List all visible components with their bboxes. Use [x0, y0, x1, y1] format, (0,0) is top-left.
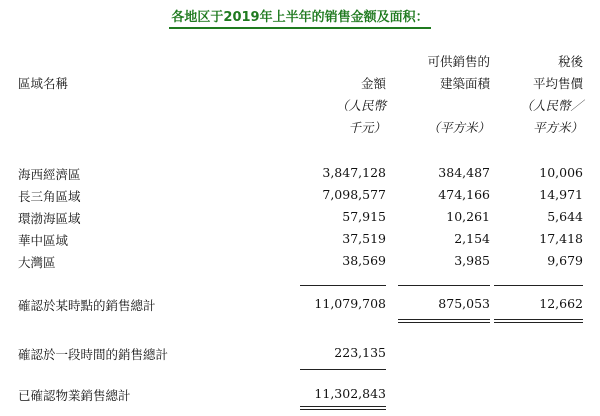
region-price: 10,006: [539, 165, 583, 180]
table-row: [0, 165, 600, 185]
point-in-time-total-label: 確認於某時點的銷售總計: [18, 298, 156, 313]
region-name: 環渤海區域: [18, 211, 81, 226]
subtotal-rule-amount: [300, 285, 386, 286]
table-row: [0, 209, 600, 229]
header-amount-unit-2: 千元）: [348, 120, 386, 135]
header-area-2: 建築面積: [439, 76, 490, 91]
header-region: 區域名稱: [18, 76, 69, 91]
point-in-time-total-price: 12,662: [539, 296, 583, 311]
region-name: 華中區域: [18, 233, 69, 248]
table-row: [0, 231, 600, 251]
region-price: 5,644: [547, 209, 583, 224]
recognized-total-row: [0, 386, 600, 406]
header-amount: 金額: [360, 76, 386, 91]
over-time-total-label: 確認於一段時間的銷售總計: [18, 347, 169, 362]
region-amount: 3,847,128: [322, 165, 386, 180]
region-area: 384,487: [438, 165, 490, 180]
table-row: [0, 253, 600, 273]
header-amount-unit-1: （人民幣: [335, 98, 386, 113]
header-price-unit-2: 平方米）: [532, 120, 583, 135]
region-amount: 38,569: [342, 253, 386, 268]
region-amount: 57,915: [342, 209, 386, 224]
region-area: 10,261: [446, 209, 490, 224]
region-amount: 7,098,577: [322, 187, 386, 202]
header-area-1: 可供銷售的: [427, 54, 490, 69]
region-amount: 37,519: [342, 231, 386, 246]
subtotal-rule-price: [494, 285, 583, 286]
header-price-1: 稅後: [557, 54, 583, 69]
page-title: 各地区于2019年上半年的销售金额及面积：: [0, 6, 600, 29]
region-price: 17,418: [539, 231, 583, 246]
region-area: 474,166: [438, 187, 490, 202]
over-time-total-row: [0, 345, 600, 365]
over-time-total-amount: 223,135: [334, 345, 386, 360]
header-price-unit-1: （人民幣／: [520, 98, 583, 113]
double-rule-price: [494, 319, 583, 323]
region-price: 14,971: [539, 187, 583, 202]
table-row: [0, 187, 600, 207]
header-price-2: 平均售價: [532, 76, 583, 91]
region-name: 長三角區域: [18, 189, 81, 204]
region-area: 2,154: [454, 231, 490, 246]
region-price: 9,679: [547, 253, 583, 268]
header-area-unit: （平方米）: [427, 120, 490, 135]
region-name: 海西經濟區: [18, 167, 81, 182]
double-rule-area: [398, 319, 490, 323]
double-rule-total: [300, 406, 386, 410]
recognized-total-label: 已確認物業銷售總計: [18, 388, 131, 403]
region-area: 3,985: [454, 253, 490, 268]
point-in-time-total-amount: 11,079,708: [314, 296, 386, 311]
point-in-time-total-area: 875,053: [438, 296, 490, 311]
recognized-total-amount: 11,302,843: [314, 386, 386, 401]
subtotal-rule-area: [398, 285, 490, 286]
total-rule-amount: [300, 369, 386, 370]
region-name: 大灣區: [18, 255, 56, 270]
point-in-time-total-row: [0, 296, 600, 316]
